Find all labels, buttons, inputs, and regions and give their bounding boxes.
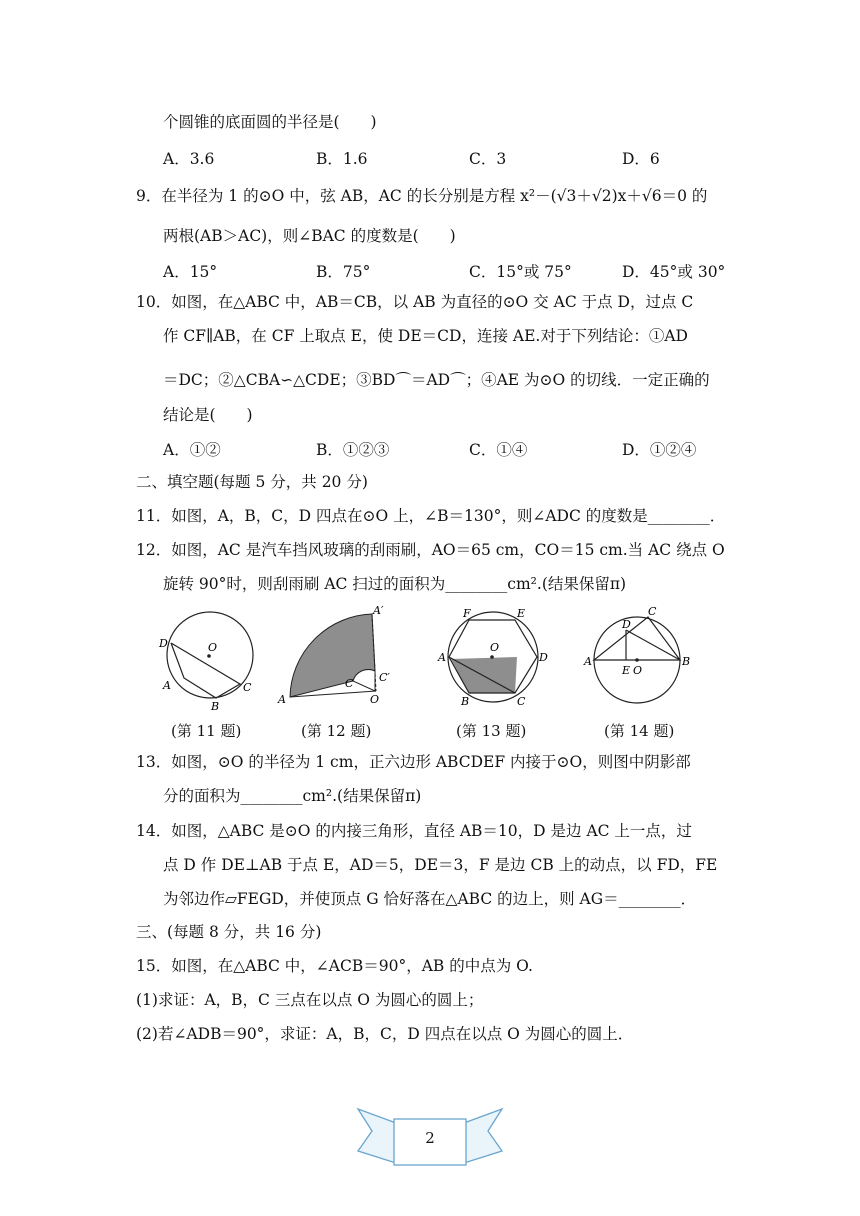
fig11-label-d: D: [159, 637, 168, 650]
section-2-heading: 二、填空题(每题 5 分，共 20 分): [136, 473, 368, 491]
fig11-label-c: C: [243, 681, 252, 694]
q11-text: 11．如图，A，B，C，D 四点在⊙O 上，∠B＝130°，则∠ADC 的度数是________．: [136, 507, 726, 525]
caption-fig14: (第 14 题): [604, 722, 675, 740]
figure-13: [435, 603, 555, 713]
q13-line2: 分的面积为________cm².(结果保留π): [163, 787, 422, 805]
figure-14: [582, 605, 697, 710]
fig13-label-d: D: [539, 651, 548, 664]
q8-option-c: C．3: [469, 150, 507, 168]
q14-line3: 为邻边作▱FEGD，并使顶点 G 恰好落在△ABC 的边上，则 AG＝________．: [163, 890, 697, 908]
q10-line1: 10．如图，在△ABC 中，AB＝CB，以 AB 为直径的⊙O 交 AC 于点 D，过点 C: [136, 293, 694, 311]
q8-options: [0, 147, 860, 167]
q10-options: [0, 438, 860, 458]
q9-line1: 9．在半径为 1 的⊙O 中，弦 AB，AC 的长分别是方程 x²－(√3＋√2)x＋√6＝0 的: [136, 187, 708, 205]
fig14-label-c: C: [648, 605, 657, 618]
q14-line1: 14．如图，△ABC 是⊙O 的内接三角形，直径 AB＝10，D 是边 AC 上一点，过: [136, 822, 692, 840]
fig12-label-c-prime: C′: [379, 671, 390, 684]
q10-option-d: D．①②④: [622, 441, 697, 459]
fig12-label-a-prime: A′: [373, 605, 384, 617]
fig11-label-b: B: [211, 700, 220, 710]
q10-option-c: C．①④: [469, 441, 528, 459]
q15-line3: (2)若∠ADB＝90°，求证：A，B，C，D 四点在以点 O 为圆心的圆上．: [136, 1025, 634, 1043]
q9-option-d: D．45°或 30°: [622, 263, 726, 281]
caption-fig13: (第 13 题): [456, 722, 527, 740]
fig12-label-a: A: [278, 693, 286, 705]
fig11-label-o: O: [208, 641, 218, 654]
fig13-label-c: C: [517, 695, 526, 708]
fig11-label-a: A: [163, 679, 171, 692]
fig13-label-f: F: [463, 607, 471, 620]
q9-options: [0, 260, 860, 280]
q10-line3: ＝DC；②△CBA∽△CDE；③BD⌒＝AD⌒；④AE 为⊙O 的切线．一定正确的: [163, 371, 710, 389]
q10-option-b: B．①②③: [316, 441, 390, 459]
q8-option-b: B．1.6: [316, 150, 368, 168]
q10-option-a: A．①②: [163, 441, 221, 459]
q9-option-c: C．15°或 75°: [469, 263, 572, 281]
fig13-label-o: O: [490, 641, 500, 654]
q12-line1: 12．如图，AC 是汽车挡风玻璃的刮雨刷，AO＝65 cm，CO＝15 cm.当 AC 绕点 O: [136, 541, 725, 559]
caption-fig11: (第 11 题): [171, 722, 242, 740]
fig13-label-b: B: [461, 695, 470, 708]
figure-12: [275, 605, 405, 705]
fig14-label-o: O: [633, 664, 643, 677]
fig14-label-a: A: [584, 655, 592, 668]
q9-option-a: A．15°: [163, 263, 218, 281]
q15-line2: (1)求证：A，B，C 三点在以点 O 为圆心的圆上；: [136, 991, 484, 1009]
fig12-label-c: C: [345, 677, 354, 690]
q14-line2: 点 D 作 DE⊥AB 于点 E，AD＝5，DE＝3，F 是边 CB 上的动点，以 FD，FE: [163, 856, 718, 874]
figure-11: [155, 605, 265, 710]
fig14-label-b: B: [682, 655, 691, 668]
page-number: 2: [425, 1129, 435, 1147]
fig12-label-o: O: [370, 693, 380, 705]
q8-continuation: 个圆锥的底面圆的半径是( ): [163, 113, 377, 131]
q12-line2: 旋转 90°时，则刮雨刷 AC 扫过的面积为________cm².(结果保留π): [163, 575, 627, 593]
q15-line1: 15．如图，在△ABC 中，∠ACB＝90°，AB 的中点为 O.: [136, 957, 533, 975]
q8-option-a: A．3.6: [163, 150, 215, 168]
fig13-label-a: A: [438, 651, 446, 664]
fig14-label-e: E: [622, 664, 631, 677]
q9-line2: 两根(AB＞AC)，则∠BAC 的度数是( ): [163, 227, 456, 245]
section-3-heading: 三、(每题 8 分，共 16 分): [136, 923, 322, 941]
q10-line2: 作 CF∥AB，在 CF 上取点 E，使 DE＝CD，连接 AE.对于下列结论：①AD: [163, 327, 688, 345]
fig14-label-d: D: [622, 618, 631, 631]
q13-line1: 13．如图，⊙O 的半径为 1 cm，正六边形 ABCDEF 内接于⊙O，则图中阴影部: [136, 753, 691, 771]
caption-fig12: (第 12 题): [301, 722, 372, 740]
q9-option-b: B．75°: [316, 263, 371, 281]
q10-line4: 结论是( ): [163, 406, 253, 424]
fig13-label-e: E: [517, 607, 526, 620]
q8-option-d: D．6: [622, 150, 660, 168]
